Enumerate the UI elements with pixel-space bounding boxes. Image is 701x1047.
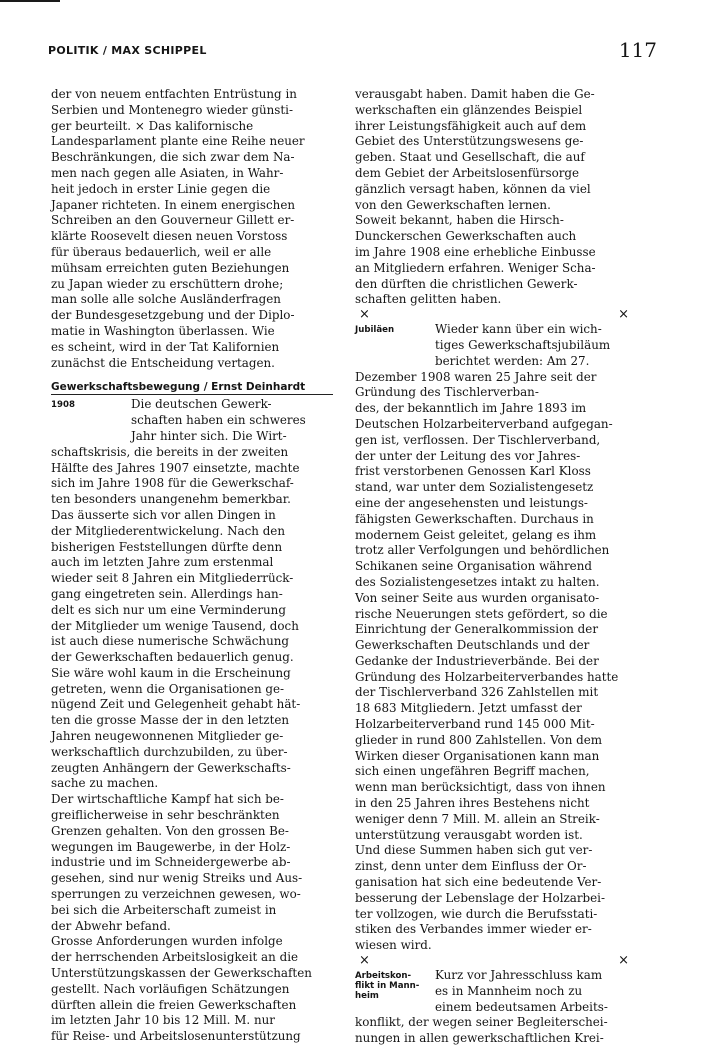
text-line: im Jahre 1908 eine erhebliche Einbusse <box>355 244 596 259</box>
text-line: der Tischlerverband 326 Zahlstellen mit <box>355 685 599 700</box>
left-paragraph-4 <box>51 934 333 1045</box>
text-line: Unterstützungskassen der Gewerkschaften <box>51 966 312 981</box>
jubilaeen-intro <box>355 322 635 369</box>
separator-marks-2 <box>355 954 635 968</box>
text-line: frist verstorbenen Genossen Karl Kloss <box>355 464 591 479</box>
text-line: Sie wäre wohl kaum in die Erscheinung <box>51 665 291 680</box>
text-line: es scheint, wird in der Tat Kalifornien <box>51 339 280 354</box>
section-title: Gewerkschaftsbewegung / Ernst Deinhardt <box>51 381 333 395</box>
text-line: delt es sich nur um eine Verminderung <box>51 602 286 617</box>
text-line: im letzten Jahr 10 bis 12 Mill. M. nur <box>51 1013 275 1028</box>
text-line: besserung der Lebenslage der Holzarbei- <box>355 890 606 905</box>
text-line: werkschaftlich durchzubilden, zu über- <box>51 744 288 759</box>
text-line: Kurz vor Jahresschluss kam <box>435 968 603 983</box>
text-line: rische Neuerungen stets gefördert, so die <box>355 606 608 621</box>
text-line: Wirken dieser Organisationen kann man <box>355 748 600 763</box>
text-line: Holzarbeiterverband rund 145 000 Mit- <box>355 717 595 732</box>
text-line: greiflicherweise in sehr beschränkten <box>51 808 280 823</box>
text-line: fähigsten Gewerkschaften. Durchaus in <box>355 511 594 526</box>
margin-label-arbeitskonflikt: Arbeitskon- flikt in Mann- heim <box>355 971 420 1002</box>
text-line: Das äusserte sich vor allen Dingen in <box>51 507 276 522</box>
separator-mark-right: × <box>618 307 629 323</box>
right-paragraph-1 <box>355 87 635 308</box>
text-line: wiesen wird. <box>355 938 432 953</box>
text-line: auch im letzten Jahre zum erstenmal <box>51 555 274 570</box>
text-line: wieder seit 8 Jahren ein Mitgliederrück- <box>51 571 294 586</box>
text-line: von den Gewerkschaften lernen. <box>355 197 551 212</box>
text-line: ihrer Leistungsfähigkeit auch auf dem <box>355 118 587 133</box>
text-line: einem bedeutsamen Arbeits- <box>435 999 608 1014</box>
right-paragraph-3 <box>355 1015 635 1047</box>
text-line: Landesparlament plante eine Reihe neuer <box>51 134 305 149</box>
text-line: Und diese Summen haben sich gut ver- <box>355 843 593 858</box>
text-line: glieder in rund 800 Zahlstellen. Von dem <box>355 732 603 747</box>
text-line: schaftskrisis, die bereits in der zweiten <box>51 444 289 459</box>
text-line: tiges Gewerkschaftsjubiläum <box>435 337 611 352</box>
left-paragraph-2 <box>51 445 333 793</box>
text-line: für Reise- und Arbeitslosenunterstützung <box>51 1029 301 1044</box>
text-line: sich einen ungefähren Begriff machen, <box>355 764 590 779</box>
text-line: bei sich die Arbeiterschaft zumeist in <box>51 902 277 917</box>
text-line: gänzlich versagt haben, können da viel <box>355 181 591 196</box>
text-line: in den 25 Jahren ihres Bestehens nicht <box>355 796 590 811</box>
text-line: Jahr hinter sich. Die Wirt- <box>131 428 287 443</box>
arbeitskonflikt-intro <box>355 968 635 1015</box>
left-paragraph-2-intro <box>131 397 333 444</box>
text-line: des Sozialistengesetzes intakt zu halten. <box>355 574 600 589</box>
text-line: Gewerkschaften Deutschlands und der <box>355 638 590 653</box>
text-line: verausgabt haben. Damit haben die Ge- <box>355 87 595 101</box>
text-line: man solle alle solche Ausländerfragen <box>51 292 281 307</box>
top-rule <box>0 0 60 2</box>
text-line: sich im Jahre 1908 für die Gewerkschaf- <box>51 476 294 491</box>
text-line: für überaus bedauerlich, weil er alle <box>51 244 272 259</box>
text-line: dem Gebiet der Arbeitslosenfürsorge <box>355 165 580 180</box>
text-line: zeugten Anhängern der Gewerkschafts- <box>51 760 291 775</box>
text-line: des, der bekanntlich im Jahre 1893 im <box>355 401 587 416</box>
text-line: Gedanke der Industrieverbände. Bei der <box>355 653 599 668</box>
right-paragraph-3-intro <box>435 968 635 1015</box>
text-line: ist auch diese numerische Schwächung <box>51 634 290 649</box>
text-line: wenn man berücksichtigt, dass von ihnen <box>355 780 606 795</box>
text-line: schaften gelitten haben. <box>355 292 502 307</box>
margin-label-jubilaeen: Jubiläen <box>355 325 395 336</box>
text-line: ten die grosse Masse der in den letzten <box>51 713 290 728</box>
text-line: Die deutschen Gewerk- <box>131 397 272 412</box>
text-line: Serbien und Montenegro wieder günsti- <box>51 102 293 117</box>
running-head: POLITIK / MAX SCHIPPEL <box>48 44 207 57</box>
left-paragraph-1 <box>51 87 333 371</box>
text-line: stand, war unter dem Sozialistengesetz <box>355 480 594 495</box>
text-line: konflikt, der wegen seiner Begleiterschei- <box>355 1015 608 1030</box>
text-line: unterstützung verausgabt worden ist. <box>355 827 583 842</box>
text-line: sache zu machen. <box>51 776 159 791</box>
text-line: es in Mannheim noch zu <box>435 983 583 998</box>
text-line: zinst, denn unter dem Einfluss der Or- <box>355 859 587 874</box>
right-paragraph-2-intro <box>435 322 635 369</box>
text-line: Schikanen seine Organisation während <box>355 559 592 574</box>
text-line: wegungen im Baugewerbe, in der Holz- <box>51 839 291 854</box>
text-line: Hälfte des Jahres 1907 einsetzte, machte <box>51 460 300 475</box>
right-column <box>355 87 635 1047</box>
text-line: bisherigen Feststellungen dürfte denn <box>51 539 283 554</box>
text-line: Schreiben an den Gouverneur Gillett er- <box>51 213 295 228</box>
text-line: Gebiet des Unterstützungswesens ge- <box>355 134 584 149</box>
text-line: Von seiner Seite aus wurden organisato- <box>355 590 600 605</box>
text-line: ger beurteilt. × Das kalifornische <box>51 118 254 133</box>
text-line: Wieder kann über ein wich- <box>435 322 602 337</box>
text-line: ganisation hat sich eine bedeutende Ver- <box>355 875 602 890</box>
text-line: Einrichtung der Generalkommission der <box>355 622 599 637</box>
separator-mark-right-2: × <box>618 953 629 969</box>
text-line: zunächst die Entscheidung vertagen. <box>51 355 275 370</box>
page-number: 117 <box>618 38 657 62</box>
text-line: der Mitgliederentwickelung. Nach den <box>51 523 285 538</box>
text-line: zu Japan wieder zu erschüttern drohe; <box>51 276 284 291</box>
text-line: Deutschen Holzarbeiterverband aufgegan- <box>355 416 613 431</box>
right-paragraph-2 <box>355 370 635 954</box>
text-line: der Mitglieder um wenige Tausend, doch <box>51 618 299 633</box>
text-line: der von neuem entfachten Entrüstung in <box>51 87 297 101</box>
text-line: ter vollzogen, wie durch die Berufsstati- <box>355 906 598 921</box>
text-line: weniger denn 7 Mill. M. allein an Streik- <box>355 811 600 826</box>
text-line: 18 683 Mitgliedern. Jetzt umfasst der <box>355 701 582 716</box>
text-line: gang eingetreten sein. Allerdings han- <box>51 586 283 601</box>
text-line: Gründung des Holzarbeiterverbandes hatte <box>355 669 619 684</box>
text-line: sperrungen zu verzeichnen gewesen, wo- <box>51 887 301 902</box>
text-line: gesehen, sind nur wenig Streiks und Aus- <box>51 871 303 886</box>
separator-marks <box>355 308 635 322</box>
text-line: ten besonders unangenehm bemerkbar. <box>51 492 291 507</box>
text-line: Der wirtschaftliche Kampf hat sich be- <box>51 792 284 807</box>
text-line: gen ist, verflossen. Der Tischlerverband, <box>355 432 601 447</box>
text-line: der Abwehr befand. <box>51 918 171 933</box>
text-line: an Mitgliedern erfahren. Weniger Scha- <box>355 260 596 275</box>
text-line: getreten, wenn die Organisationen ge- <box>51 681 285 696</box>
section-intro <box>51 397 333 444</box>
text-line: Japaner richteten. In einem energischen <box>51 197 296 212</box>
text-line: stiken des Verbandes immer wieder er- <box>355 922 592 937</box>
text-line: eine der angesehensten und leistungs- <box>355 495 588 510</box>
left-paragraph-3 <box>51 792 333 934</box>
text-line: dürften allein die freien Gewerkschaften <box>51 997 297 1012</box>
text-line: Jahren neugewonnenen Mitglieder ge- <box>51 729 284 744</box>
text-line: nügend Zeit und Gelegenheit gehabt hät- <box>51 697 301 712</box>
text-line: Beschränkungen, die sich zwar dem Na- <box>51 150 295 165</box>
text-line: berichtet werden: Am 27. <box>435 353 590 368</box>
text-line: Dunckerschen Gewerkschaften auch <box>355 229 577 244</box>
text-line: heit jedoch in erster Linie gegen die <box>51 181 271 196</box>
text-line: der herrschenden Arbeitslosigkeit an die <box>51 950 299 965</box>
text-line: gestellt. Nach vorläufigen Schätzungen <box>51 981 290 996</box>
margin-label-1908: 1908 <box>51 400 75 411</box>
text-line: Gründung des Tischlerverban- <box>355 385 539 400</box>
text-line: mühsam erreichten guten Beziehungen <box>51 260 290 275</box>
text-line: Soweit bekannt, haben die Hirsch- <box>355 213 564 228</box>
text-line: geben. Staat und Gesellschaft, die auf <box>355 150 585 165</box>
text-line: werkschaften ein glänzendes Beispiel <box>355 102 583 117</box>
text-line: nungen in allen gewerkschaftlichen Krei- <box>355 1031 604 1046</box>
text-line: der unter der Leitung des vor Jahres- <box>355 448 581 463</box>
text-line: modernem Geist geleitet, gelang es ihm <box>355 527 597 542</box>
text-line: matie in Washington überlassen. Wie <box>51 323 275 338</box>
text-line: der Bundesgesetzgebung und der Diplo- <box>51 308 295 323</box>
text-line: den dürften die christlichen Gewerk- <box>355 276 578 291</box>
separator-mark-left-2: × <box>359 953 370 969</box>
left-column <box>51 87 333 1045</box>
text-line: schaften haben ein schweres <box>131 413 306 428</box>
separator-mark-left: × <box>359 307 370 323</box>
text-line: industrie und im Schneidergewerbe ab- <box>51 855 291 870</box>
text-line: der Gewerkschaften bedauerlich genug. <box>51 650 294 665</box>
text-line: Grenzen gehalten. Von den grossen Be- <box>51 823 289 838</box>
text-line: men nach gegen alle Asiaten, in Wahr- <box>51 165 284 180</box>
text-line: klärte Roosevelt diesen neuen Vorstoss <box>51 229 288 244</box>
text-line: Dezember 1908 waren 25 Jahre seit der <box>355 369 597 384</box>
text-line: Grosse Anforderungen wurden infolge <box>51 934 283 949</box>
text-line: trotz aller Verfolgungen und behördlichen <box>355 543 610 558</box>
